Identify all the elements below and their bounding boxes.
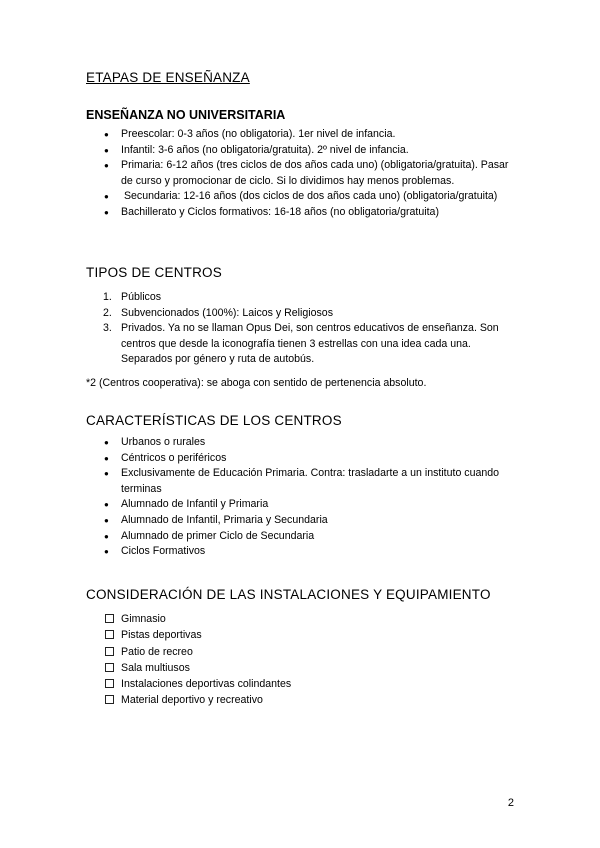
- list-item: [86, 321, 516, 368]
- section-title-center-types: TIPOS DE CENTROS: [86, 265, 222, 280]
- list-item: ● Primaria: 6-12 años (tres ciclos de dos años cada uno) (obligatoria/gratuita). Pasar de curso y promocionar de ciclo. Si lo dividimos hay menos problemas.: [86, 158, 516, 189]
- list-item: ● Secundaria: 12-16 años (dos ciclos de dos años cada uno) (obligatoria/gratuita): [86, 189, 516, 205]
- center-types-list: [86, 290, 516, 368]
- facilities-checklist: [86, 611, 516, 709]
- list-item: ● Alumnado de primer Ciclo de Secundaria: [86, 529, 516, 545]
- section-title-stages: ETAPAS DE ENSEÑANZA: [86, 70, 250, 85]
- checkbox-icon[interactable]: [105, 614, 114, 623]
- list-item: ● Preescolar: 0-3 años (no obligatoria). 1er nivel de infancia.: [86, 127, 516, 143]
- list-item-text: Públicos: [121, 291, 162, 303]
- list-number: 2.: [103, 306, 112, 319]
- stages-list: [86, 127, 516, 221]
- list-item: ● Alumnado de Infantil, Primaria y Secundaria: [86, 513, 516, 529]
- checklist-item-label: Pistas deportivas: [121, 629, 202, 642]
- checklist-item: [86, 611, 516, 627]
- checklist-item: [86, 644, 516, 660]
- subsection-title-non-university: ENSEÑANZA NO UNIVERSITARIA: [86, 108, 286, 122]
- checklist-item-label: Gimnasio: [121, 613, 166, 625]
- checklist-item: [86, 627, 516, 643]
- checkbox-icon[interactable]: [105, 695, 114, 704]
- list-item: ● Infantil: 3-6 años (no obligatoria/gratuita). 2º nivel de infancia.: [86, 143, 516, 159]
- checkbox-icon[interactable]: [105, 663, 114, 672]
- checkbox-icon[interactable]: [105, 679, 114, 688]
- list-item-text: Subvencionados (100%): Laicos y Religiosos: [121, 306, 333, 319]
- list-item: [86, 306, 516, 322]
- list-number: 3.: [103, 322, 112, 335]
- list-item: [86, 290, 516, 306]
- checklist-item-label: Material deportivo y recreativo: [121, 694, 263, 707]
- characteristics-list: [86, 435, 516, 560]
- list-item: ● Ciclos Formativos: [86, 544, 516, 560]
- checklist-item-label: Patio de recreo: [121, 645, 193, 658]
- checkbox-icon[interactable]: [105, 647, 114, 656]
- checklist-item: [86, 660, 516, 676]
- list-item-text: Privados. Ya no se llaman Opus Dei, son centros educativos de enseñanza. Son centros que desde la iconografía tienen 3 estrellas con una idea cada una. Separados por género y ruta de autobús.: [121, 322, 499, 366]
- section-title-facilities: CONSIDERACIÓN DE LAS INSTALACIONES Y EQUIPAMIENTO: [86, 587, 491, 602]
- page-number: 2: [507, 797, 514, 809]
- list-item: ● Alumnado de Infantil y Primaria: [86, 497, 516, 513]
- list-item: ● Exclusivamente de Educación Primaria. Contra: trasladarte a un instituto cuando terminas: [86, 466, 516, 497]
- checklist-item: [86, 692, 516, 708]
- section-title-characteristics: CARACTERÍSTICAS DE LOS CENTROS: [86, 413, 342, 428]
- list-item: ● Bachillerato y Ciclos formativos: 16-18 años (no obligatoria/gratuita): [86, 205, 516, 221]
- checklist-item: [86, 676, 516, 692]
- checkbox-icon[interactable]: [105, 630, 114, 639]
- list-item: ● Urbanos o rurales: [86, 435, 516, 451]
- cooperative-note: *2 (Centros cooperativa): se aboga con sentido de pertenencia absoluto.: [86, 377, 427, 389]
- checklist-item-label: Instalaciones deportivas colindantes: [121, 678, 292, 691]
- checklist-item-label: Sala multiusos: [121, 661, 190, 674]
- list-item: ● Céntricos o periféricos: [86, 451, 516, 467]
- list-number: 1.: [103, 291, 112, 303]
